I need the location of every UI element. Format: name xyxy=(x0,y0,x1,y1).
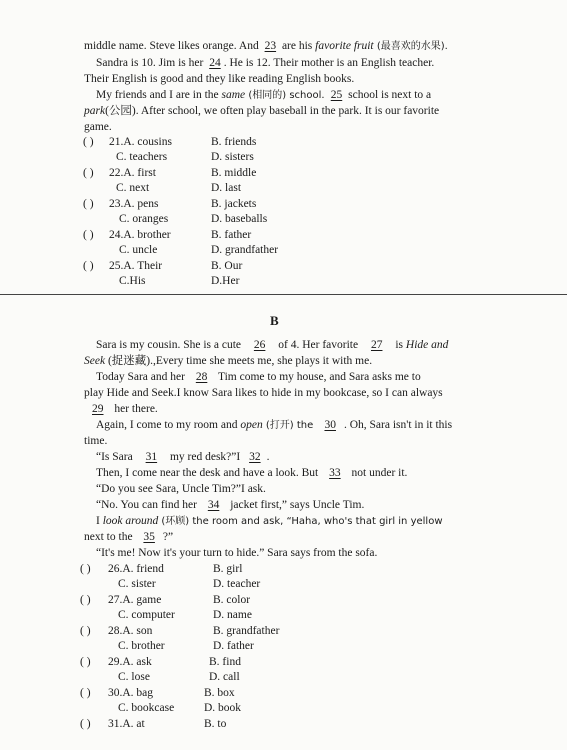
answer-paren[interactable]: ( ) xyxy=(80,718,91,730)
answer-paren[interactable]: ( ) xyxy=(80,594,91,606)
blank-33: 33 xyxy=(329,467,341,479)
passage-b-line-7: time. xyxy=(84,435,108,447)
option-d: D. last xyxy=(211,182,242,194)
answer-paren[interactable]: ( ) xyxy=(80,687,91,699)
passage-a-line-4: My friends and I are in the same (相同的) school. 25 school is next to a xyxy=(96,89,432,101)
blank-24: 24 xyxy=(209,57,221,69)
blank-30: 30 xyxy=(324,419,336,431)
option-d: D. father xyxy=(213,640,254,652)
option-a: 24.A. brother xyxy=(109,229,171,241)
passage-b-line-14: “It's me! Now it's your turn to hide.” Sara says from the sofa. xyxy=(96,547,378,559)
option-b: B. to xyxy=(204,718,227,730)
option-d: D. teacher xyxy=(213,578,261,590)
passage-b-line-4: play Hide and Seek.I know Sara likes to hide in my bookcase, so I can always xyxy=(84,387,443,399)
option-d: D. name xyxy=(213,609,252,621)
passage-b-line-2: Seek (捉迷藏).,Every time she meets me, she plays it with me. xyxy=(84,355,373,367)
option-c: C.His xyxy=(119,275,146,287)
blank-26: 26 xyxy=(253,339,266,351)
passage-a-line-2: Sandra is 10. Jim is her 24 . He is 12. Their mother is an English teacher. xyxy=(96,57,435,69)
passage-b-line-6: Again, I come to my room and open (打开) the 30 . Oh, Sara isn't in it this xyxy=(96,419,453,431)
option-b: B. color xyxy=(213,594,251,606)
passage-a-line-6: game. xyxy=(84,121,112,133)
blank-32: 32 xyxy=(249,451,261,463)
passage-b-line-13: next to the 35 ?” xyxy=(84,531,174,543)
option-c: C. uncle xyxy=(119,244,158,256)
answer-paren[interactable]: ( ) xyxy=(80,625,91,637)
option-a: 22.A. first xyxy=(109,167,156,179)
answer-paren[interactable]: ( ) xyxy=(83,198,94,210)
blank-27: 27 xyxy=(370,339,383,351)
blank-35: 35 xyxy=(143,531,155,543)
passage-a-line-5: park(公园). After school, we often play baseball in the park. It is our favorite xyxy=(84,105,440,117)
answer-paren[interactable]: ( ) xyxy=(83,229,94,241)
passage-b-line-12: I look around (环顾) the room and ask, “Haha, who's that girl in yellow xyxy=(96,515,443,527)
passage-b-line-3: Today Sara and her 28 Tim come to my house, and Sara asks me to xyxy=(96,371,421,383)
option-a: 21.A. cousins xyxy=(109,136,172,148)
option-c: C. oranges xyxy=(119,213,169,225)
option-b: B. friends xyxy=(211,136,257,148)
option-d: D. baseballs xyxy=(211,213,268,225)
option-c: C. lose xyxy=(118,671,150,683)
option-d: D. call xyxy=(209,671,240,683)
passage-a-line-3: Their English is good and they like reading English books. xyxy=(84,73,355,85)
option-d: D. sisters xyxy=(211,151,254,163)
answer-paren[interactable]: ( ) xyxy=(83,167,94,179)
option-b: B. girl xyxy=(213,563,243,575)
option-a: 23.A. pens xyxy=(109,198,159,210)
section-divider xyxy=(0,294,567,295)
option-c: C. teachers xyxy=(116,151,168,163)
option-c: C. sister xyxy=(118,578,156,590)
option-a: 31.A. at xyxy=(108,718,145,730)
answer-paren[interactable]: ( ) xyxy=(83,136,94,148)
option-a: 25.A. Their xyxy=(109,260,163,272)
blank-29: 29 xyxy=(92,403,104,415)
option-a: 29.A. ask xyxy=(108,656,152,668)
passage-b-line-5: 29 her there. xyxy=(84,402,158,416)
option-a: 26.A. friend xyxy=(108,563,164,575)
option-d: D. grandfather xyxy=(211,244,279,256)
passage-a-line-1: middle name. Steve likes orange. And 23 are his favorite fruit (最喜欢的水果). xyxy=(84,40,448,52)
blank-25: 25 xyxy=(330,89,343,101)
option-a: 30.A. bag xyxy=(108,687,154,699)
passage-b-line-1: Sara is my cousin. She is a cute 26 of 4. Her favorite 27 is Hide and xyxy=(96,339,449,351)
option-c: C. bookcase xyxy=(118,702,175,714)
option-b: B. box xyxy=(204,687,235,699)
option-d: D.Her xyxy=(211,275,240,287)
option-c: C. computer xyxy=(118,609,175,621)
blank-34: 34 xyxy=(207,499,220,511)
option-c: C. next xyxy=(116,182,150,194)
option-d: D. book xyxy=(204,702,242,714)
blank-23: 23 xyxy=(264,40,277,52)
option-b: B. father xyxy=(211,229,252,241)
blank-28: 28 xyxy=(195,371,208,383)
option-b: B. find xyxy=(209,656,241,668)
option-a: 28.A. son xyxy=(108,625,153,637)
option-b: B. grandfather xyxy=(213,625,280,637)
answer-paren[interactable]: ( ) xyxy=(83,260,94,272)
answer-paren[interactable]: ( ) xyxy=(80,563,91,575)
option-b: B. middle xyxy=(211,167,257,179)
answer-paren[interactable]: ( ) xyxy=(80,656,91,668)
option-b: B. jackets xyxy=(211,198,257,210)
option-c: C. brother xyxy=(118,640,165,652)
passage-b-line-11: “No. You can find her 34 jacket first,” says Uncle Tim. xyxy=(96,499,365,511)
passage-b-line-8: “Is Sara 31 my red desk?”I 32 . xyxy=(96,451,270,463)
passage-b-line-9: Then, I come near the desk and have a look. But 33 not under it. xyxy=(96,467,408,479)
option-a: 27.A. game xyxy=(108,594,162,606)
blank-31: 31 xyxy=(145,451,158,463)
passage-b-line-10: “Do you see Sara, Uncle Tim?”I ask. xyxy=(96,483,266,495)
section-b-heading: B xyxy=(270,313,279,328)
option-b: B. Our xyxy=(211,260,243,272)
